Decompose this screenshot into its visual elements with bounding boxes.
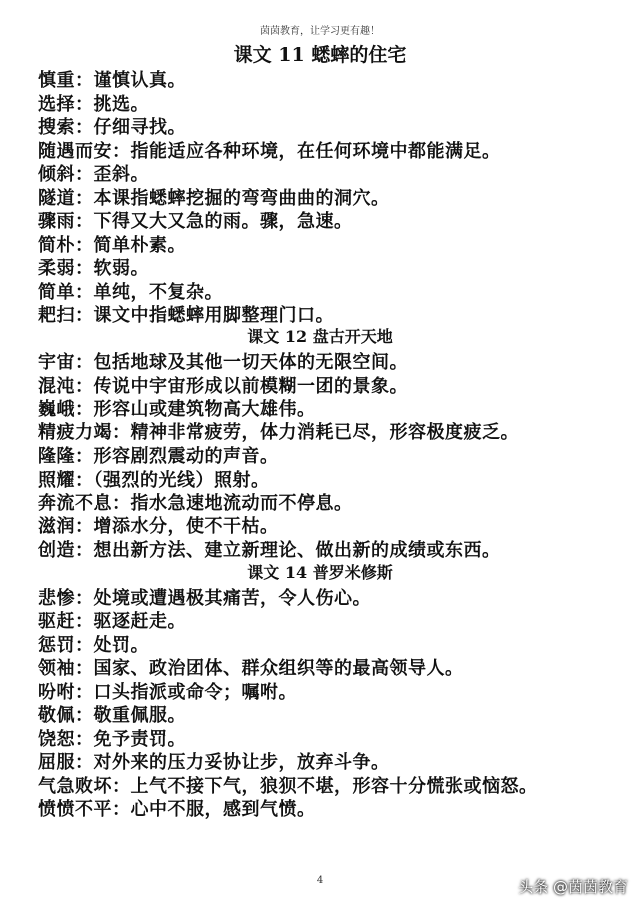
vocab-entry: 耙扫：课文中指蟋蟀用脚整理门口。: [38, 305, 334, 326]
vocab-entry: 奔流不息：指水急速地流动而不停息。: [38, 493, 353, 514]
vocab-entry: 屈服：对外来的压力妥协让步，放弃斗争。: [38, 752, 390, 773]
vocab-entry: 照耀：（强烈的光线）照射。: [38, 470, 270, 491]
vocab-entry: 柔弱：软弱。: [38, 258, 149, 279]
vocab-entry: 隆隆：形容剧烈震动的声音。: [38, 446, 279, 467]
vocab-entry: 愤愤不平：心中不服，感到气愤。: [38, 799, 316, 820]
vocab-entry: 创造：想出新方法、建立新理论、做出新的成绩或东西。: [38, 540, 501, 561]
vocab-entry: 巍峨：形容山或建筑物高大雄伟。: [38, 399, 316, 420]
vocab-entry: 随遇而安：指能适应各种环境，在任何环境中都能满足。: [38, 141, 501, 162]
vocab-entry: 骤雨：下得又大又急的雨。骤，急速。: [38, 211, 353, 232]
vocab-entry: 滋润：增添水分，使不干枯。: [38, 516, 279, 537]
vocab-entry: 隧道：本课指蟋蟀挖掘的弯弯曲曲的洞穴。: [38, 188, 390, 209]
vocab-entry: 驱赶：驱逐赶走。: [38, 611, 186, 632]
section-title: 课文 11 蟋蟀的住宅: [233, 44, 407, 66]
vocab-entry: 领袖：国家、政治团体、群众组织等的最高领导人。: [38, 658, 464, 679]
vocab-entry: 简朴：简单朴素。: [38, 235, 186, 256]
vocab-entry: 慎重：谨慎认真。: [38, 70, 186, 91]
page-number: 4: [316, 875, 324, 886]
section-title: 课文 12 盘古开天地: [247, 327, 393, 346]
vocab-entry: 简单：单纯，不复杂。: [38, 282, 223, 303]
page-header: 茵茵教育，让学习更有趣！: [260, 26, 380, 37]
vocab-entry: 惩罚：处罚。: [38, 635, 149, 656]
vocab-entry: 悲惨：处境或遭遇极其痛苦，令人伤心。: [38, 588, 371, 609]
vocab-entry: 宇宙：包括地球及其他一切天体的无限空间。: [38, 352, 408, 373]
vocab-entry: 饶恕：免予责罚。: [38, 729, 186, 750]
vocab-entry: 倾斜：歪斜。: [38, 164, 149, 185]
section-title: 课文 14 普罗米修斯: [247, 563, 393, 582]
vocab-entry: 吩咐：口头指派或命令；嘱咐。: [38, 682, 297, 703]
vocab-entry: 混沌：传说中宇宙形成以前模糊一团的景象。: [38, 376, 408, 397]
vocab-entry: 精疲力竭：精神非常疲劳，体力消耗已尽，形容极度疲乏。: [38, 422, 519, 443]
watermark: 头条 @茵茵教育: [518, 878, 628, 896]
vocab-entry: 敬佩：敬重佩服。: [38, 705, 186, 726]
vocab-entry: 搜索：仔细寻找。: [38, 117, 186, 138]
vocab-entry: 选择：挑选。: [38, 94, 149, 115]
vocab-entry: 气急败坏：上气不接下气，狼狈不堪，形容十分慌张或恼怒。: [38, 776, 538, 797]
